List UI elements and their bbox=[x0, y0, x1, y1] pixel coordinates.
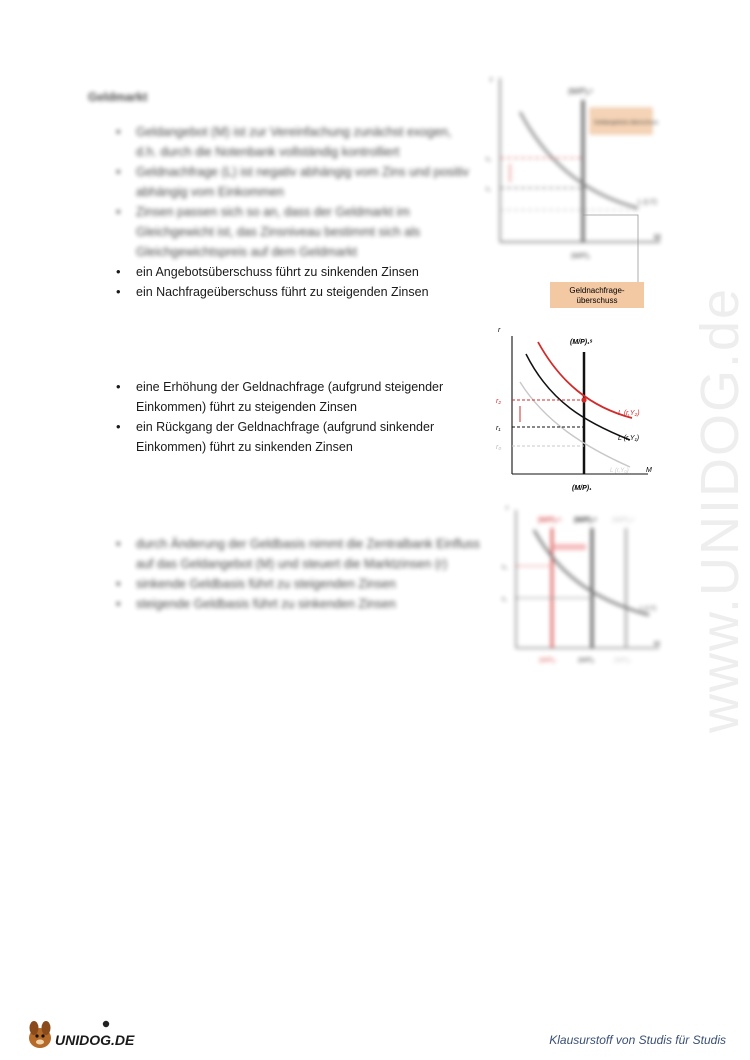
tick-0: (M/P)₀ bbox=[539, 658, 557, 664]
list-item: • Geldnachfrage (L) ist negativ abhängig vom Zins und positiv abhängig vom Einkommen bbox=[112, 162, 472, 202]
footer-tagline: Klausurstoff von Studis für Studis bbox=[549, 1033, 726, 1047]
list-item: • ein Nachfrageüberschuss führt zu steigenden Zinsen bbox=[112, 282, 472, 302]
list-item: • Geldangebot (M) ist zur Vereinfachung zunächst exogen, d.h. durch die Notenbank vollständig kontrolliert bbox=[112, 122, 472, 162]
section-heading: Geldmarkt bbox=[88, 90, 148, 104]
y-axis-label: r bbox=[490, 75, 493, 84]
r1-label: r₁ bbox=[486, 186, 491, 193]
list-item: • sinkende Geldbasis führt zu steigenden Zinsen bbox=[112, 574, 492, 594]
supply-tick: (M/P)₁ bbox=[571, 253, 591, 260]
callout-bottom-line1: Geldnachfrage- bbox=[569, 286, 625, 295]
watermark: www.UNIDOG.de bbox=[690, 286, 750, 734]
r1-label: r₁ bbox=[502, 596, 507, 603]
list-item: • durch Änderung der Geldbasis nimmt die Zentralbank Einfluss auf das Geldangebot (M) und steuert die Marktzinsen (r) bbox=[112, 534, 492, 574]
r1-label: r₁ bbox=[496, 425, 501, 432]
logo-text: UNIDOG.DE bbox=[55, 1032, 135, 1048]
paw-icon bbox=[103, 1021, 109, 1027]
supply-label-1: (M/P)₁ˢ bbox=[574, 517, 597, 524]
unidog-logo bbox=[24, 1014, 164, 1052]
dog-icon bbox=[29, 1021, 51, 1048]
r2-label: r₂ bbox=[486, 156, 492, 163]
chart-demand-shift bbox=[490, 322, 665, 497]
x-axis-label: M bbox=[654, 233, 661, 242]
y-axis-label: r bbox=[498, 327, 501, 334]
demand-label-y2: L (r,Y₂) bbox=[618, 410, 640, 417]
list-item: • ein Rückgang der Geldnachfrage (aufgrund sinkender Einkommen) führt zu sinkenden Zinsen bbox=[112, 417, 462, 457]
demand-label-y1: L (r,Y₁) bbox=[618, 435, 640, 442]
tick-1: (M/P)₁ bbox=[578, 658, 595, 664]
arrow-box bbox=[554, 544, 586, 550]
list-item: • steigende Geldbasis führt zu sinkenden Zinsen bbox=[112, 594, 492, 614]
list-item: • ein Angebotsüberschuss führt zu sinkenden Zinsen bbox=[112, 262, 472, 282]
bullet-list-bottom bbox=[112, 534, 492, 614]
demand-label-y0: L (r,Y₀) bbox=[610, 468, 629, 474]
bullet-list-top bbox=[112, 122, 472, 302]
r0-label: r₀ bbox=[496, 444, 502, 451]
supply-tick: (M/P)₁ bbox=[572, 485, 592, 492]
list-item: • eine Erhöhung der Geldnachfrage (aufgrund steigender Einkommen) führt zu steigenden Zinsen bbox=[112, 377, 462, 417]
y-axis-label: r bbox=[506, 505, 509, 512]
x-axis-label: M bbox=[646, 467, 652, 474]
supply-label: (M/P)₁ˢ bbox=[568, 87, 593, 96]
supply-label-0: (M/P)₀ˢ bbox=[538, 517, 561, 524]
supply-label-2: (M/P)₂ˢ bbox=[612, 517, 635, 524]
demand-label: L (r,Y) bbox=[640, 606, 657, 612]
chart-money-base bbox=[494, 500, 669, 670]
callout-bottom-line2: überschuss bbox=[576, 296, 618, 305]
r2-label: r₂ bbox=[496, 398, 502, 405]
chart-money-market bbox=[478, 70, 678, 310]
demand-label: L (r,Y) bbox=[638, 199, 657, 206]
equilibrium-point bbox=[581, 397, 586, 402]
x-axis-label: M bbox=[654, 641, 660, 648]
supply-label: (M/P)₁ˢ bbox=[570, 339, 593, 346]
r0-label: r₀ bbox=[502, 564, 508, 571]
list-item: • Zinsen passen sich so an, dass der Geldmarkt im Gleichgewicht ist, das Zinsniveau bestimmt sich als Gleichgewichtspreis auf dem Geldmarkt bbox=[112, 202, 472, 262]
callout-connector bbox=[583, 215, 638, 282]
callout-top-text: Geldangebots-überschuss bbox=[594, 120, 659, 126]
tick-2: (M/P)₂ bbox=[614, 658, 631, 664]
bullet-list-middle bbox=[112, 377, 462, 457]
demand-curve-y0 bbox=[520, 382, 630, 467]
